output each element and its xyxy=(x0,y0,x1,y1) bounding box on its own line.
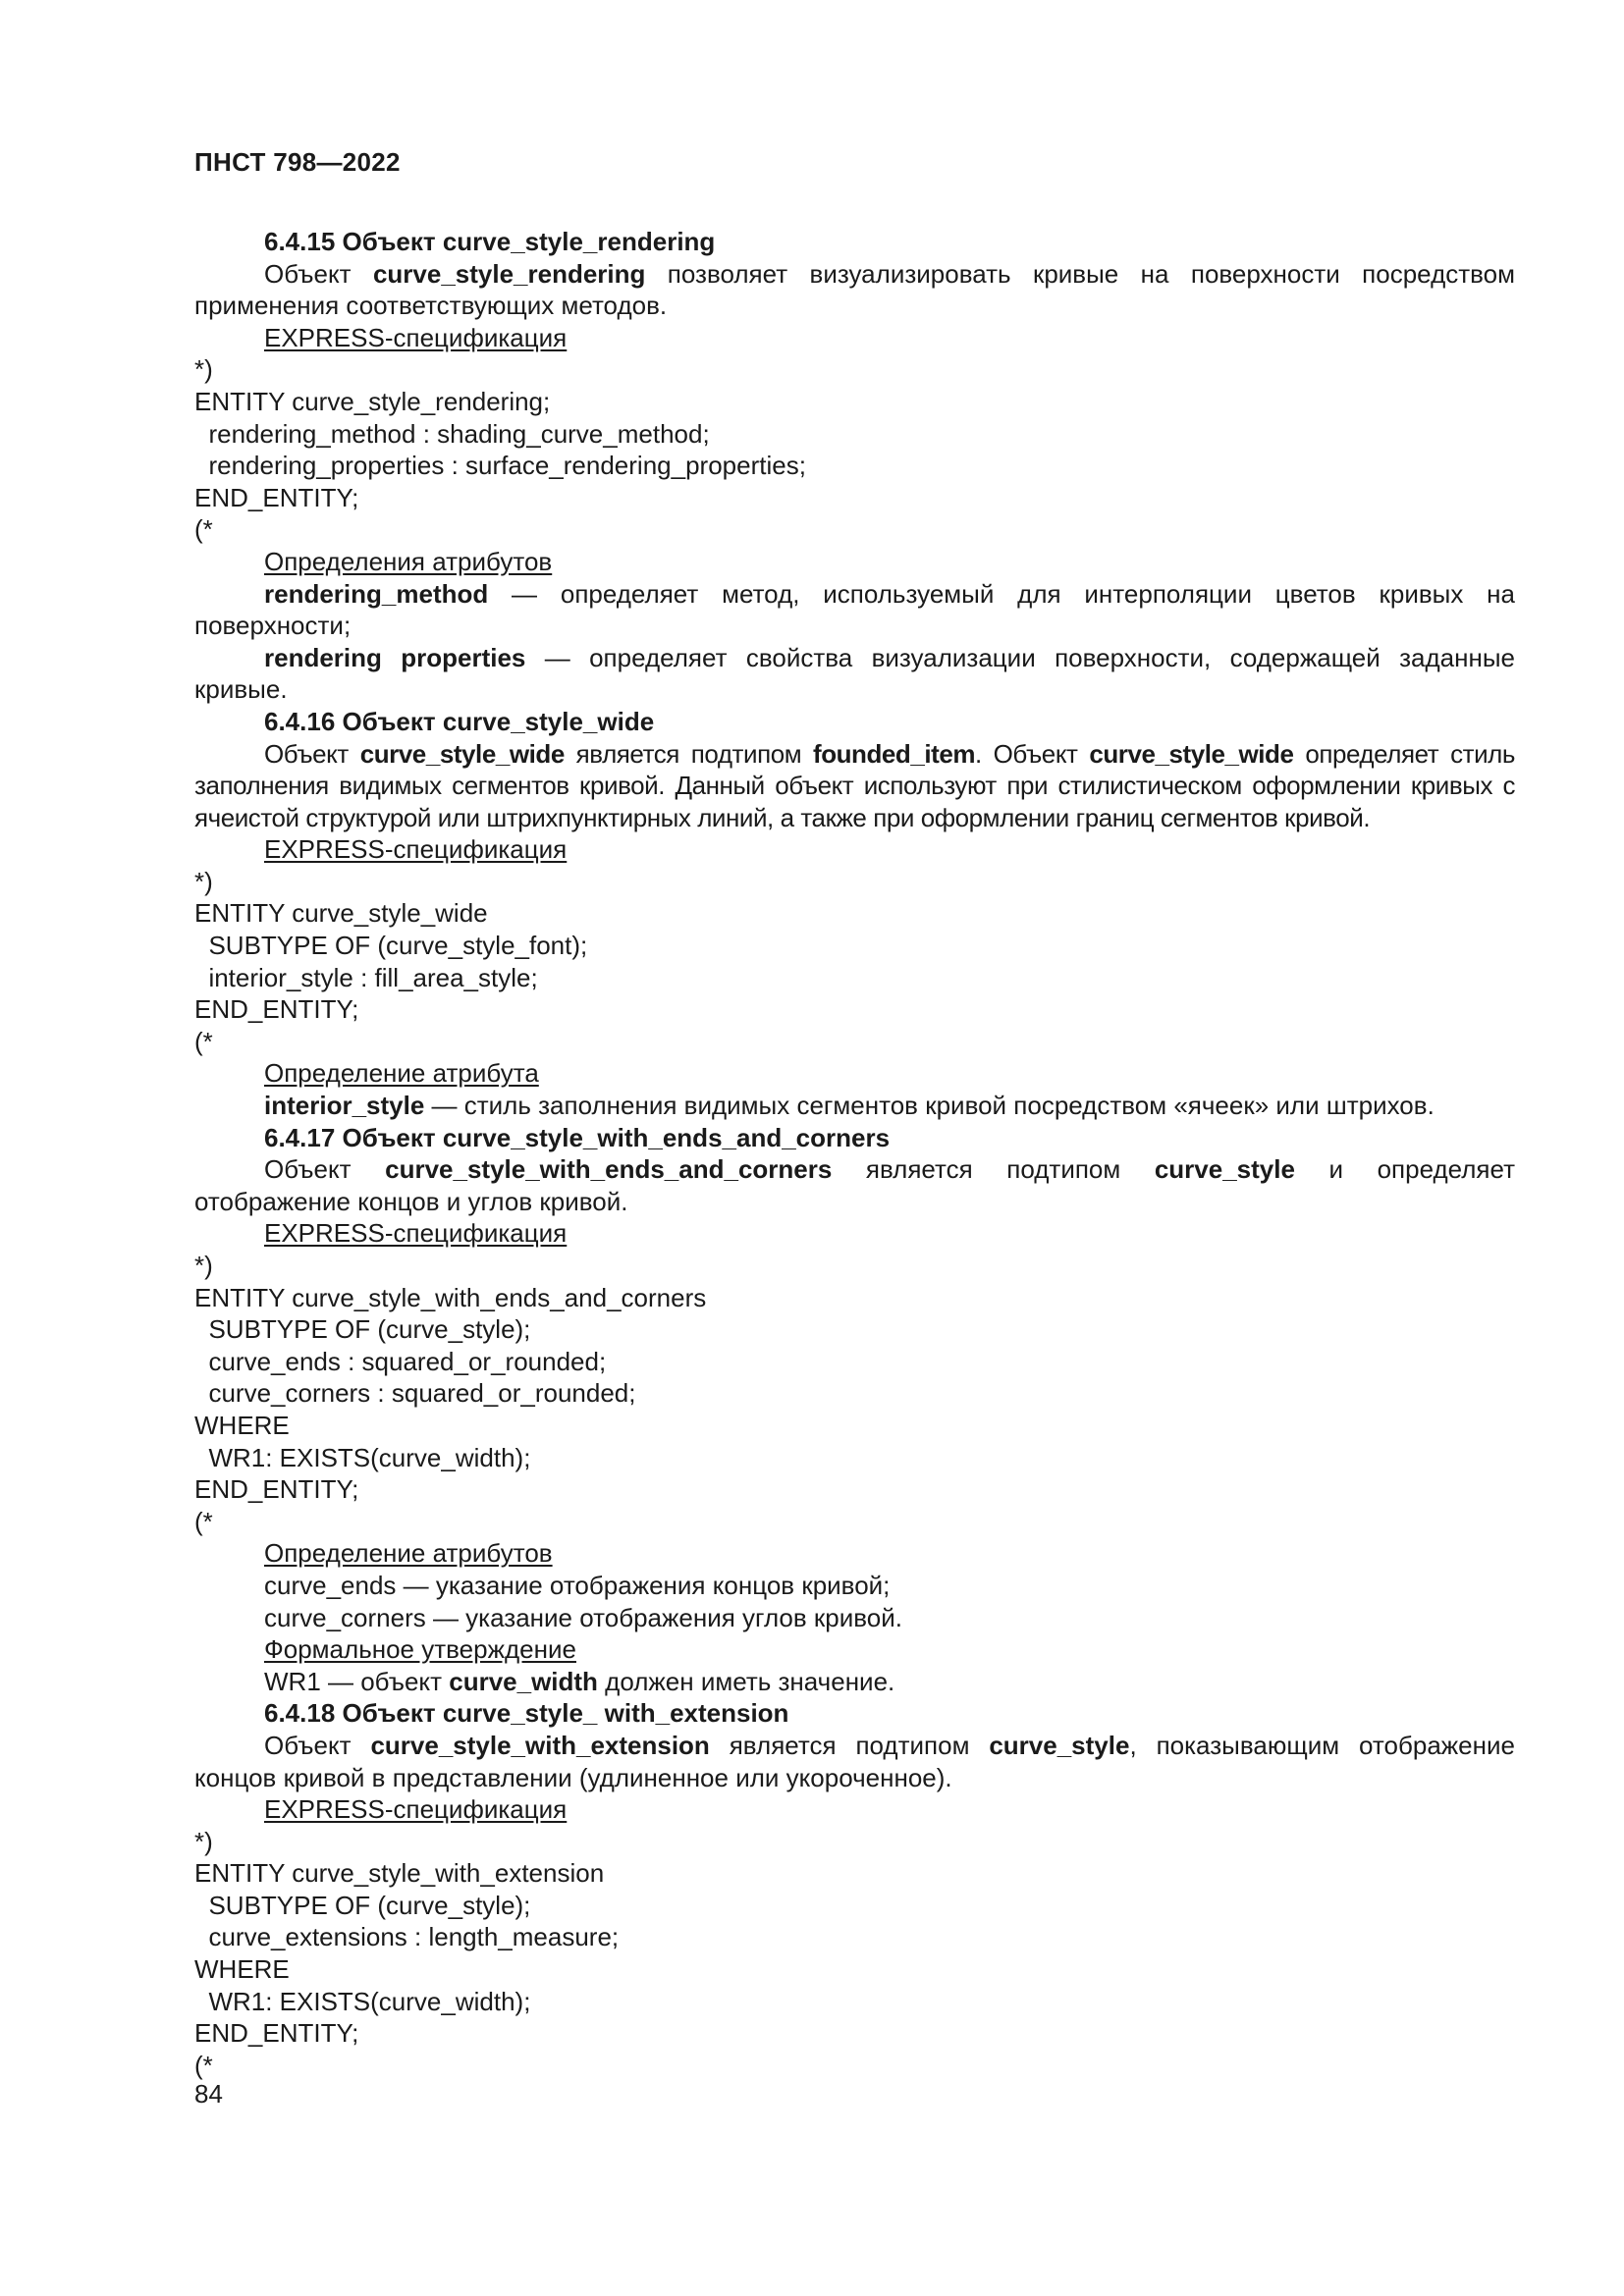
formal-statement-label: Формальное утверждение xyxy=(264,1634,576,1665)
code-open: *) xyxy=(194,1826,213,1856)
code-line: SUBTYPE OF (curve_style); xyxy=(194,1314,531,1345)
attribute-definition: curve_corners — указание отображения углов кривой. xyxy=(264,1602,903,1632)
attribute-definition: rendering_method — определяет метод, используемый для интерполяции цветов кривых на поверхности; xyxy=(194,578,1515,641)
code-open: *) xyxy=(194,866,213,896)
code-line: rendering_method : shading_curve_method; xyxy=(194,418,710,449)
code-line: END_ENTITY; xyxy=(194,482,359,512)
page-content xyxy=(194,226,1515,2081)
code-line: SUBTYPE OF (curve_style_font); xyxy=(194,931,588,961)
section-intro: Объект curve_style_with_extension является подтипом curve_style, показывающим отображение концов кривой в представлении (удлиненное или укороченное). xyxy=(194,1730,1515,1792)
attribute-definition: interior_style — стиль заполнения видимых сегментов кривой посредством «ячеек» или штрихов. xyxy=(264,1091,1435,1121)
code-line: END_ENTITY; xyxy=(194,994,359,1025)
express-label: EXPRESS-спецификация xyxy=(264,834,568,865)
code-line: SUBTYPE OF (curve_style); xyxy=(194,1890,531,1920)
document-header: ПНСТ 798—2022 xyxy=(194,147,401,177)
code-line: WR1: EXISTS(curve_width); xyxy=(194,1986,531,2016)
code-line: WR1: EXISTS(curve_width); xyxy=(194,1442,531,1472)
code-line: interior_style : fill_area_style; xyxy=(194,962,538,992)
code-line: END_ENTITY; xyxy=(194,1474,359,1505)
section-intro: Объект curve_style_with_ends_and_corners является подтипом curve_style и определяет отображение концов и углов кривой. xyxy=(194,1154,1515,1216)
code-line: WHERE xyxy=(194,1954,290,1985)
express-label: EXPRESS-спецификация xyxy=(264,1794,568,1825)
code-line: ENTITY curve_style_with_extension xyxy=(194,1858,605,1889)
code-line: curve_ends : squared_or_rounded; xyxy=(194,1346,607,1376)
code-open: *) xyxy=(194,1251,213,1280)
code-close: (* xyxy=(194,1506,213,1536)
code-line: curve_corners : squared_or_rounded; xyxy=(194,1378,636,1409)
code-line: rendering_properties : surface_rendering_properties; xyxy=(194,451,806,481)
formal-statement: WR1 — объект curve_width должен иметь значение. xyxy=(264,1666,895,1696)
section-heading: 6.4.18 Объект curve_style_ with_extension xyxy=(264,1698,789,1729)
code-close: (* xyxy=(194,514,213,545)
attribute-definition: curve_ends — указание отображения концов кривой; xyxy=(264,1570,891,1600)
attribute-definition: rendering properties — определяет свойства визуализации поверхности, содержащей заданные кривые. xyxy=(194,642,1515,705)
code-line: ENTITY curve_style_wide xyxy=(194,898,488,929)
page-number: 84 xyxy=(194,2079,223,2109)
code-line: WHERE xyxy=(194,1410,290,1440)
code-line: curve_extensions : length_measure; xyxy=(194,1922,620,1952)
express-label: EXPRESS-спецификация xyxy=(264,322,568,352)
definitions-label: Определение атрибута xyxy=(264,1058,539,1089)
section-heading: 6.4.17 Объект curve_style_with_ends_and_corners xyxy=(264,1122,891,1152)
code-close: (* xyxy=(194,1026,213,1056)
code-line: ENTITY curve_style_with_ends_and_corners xyxy=(194,1282,707,1312)
section-heading: 6.4.15 Объект curve_style_rendering xyxy=(264,227,716,256)
code-line: END_ENTITY; xyxy=(194,2018,359,2049)
code-close: (* xyxy=(194,2050,213,2080)
section-heading: 6.4.16 Объект curve_style_wide xyxy=(264,706,655,736)
code-line: ENTITY curve_style_rendering; xyxy=(194,386,551,416)
code-open: *) xyxy=(194,354,213,385)
section-intro: Объект curve_style_wide является подтипом founded_item. Объект curve_style_wide определяет стиль заполнения видимых сегментов кривой. Данный объект используют при стилистическом оформлении кривых с ячеистой структурой или штрихпунктирных линий, а также при оформлении границ сегментов кривой. xyxy=(194,738,1515,832)
definitions-label: Определения атрибутов xyxy=(264,546,553,576)
express-label: EXPRESS-спецификация xyxy=(264,1218,568,1249)
definitions-label: Определение атрибутов xyxy=(264,1538,553,1569)
section-intro: Объект curve_style_rendering позволяет визуализировать кривые на поверхности посредством применения соответствующих методов. xyxy=(194,258,1516,321)
